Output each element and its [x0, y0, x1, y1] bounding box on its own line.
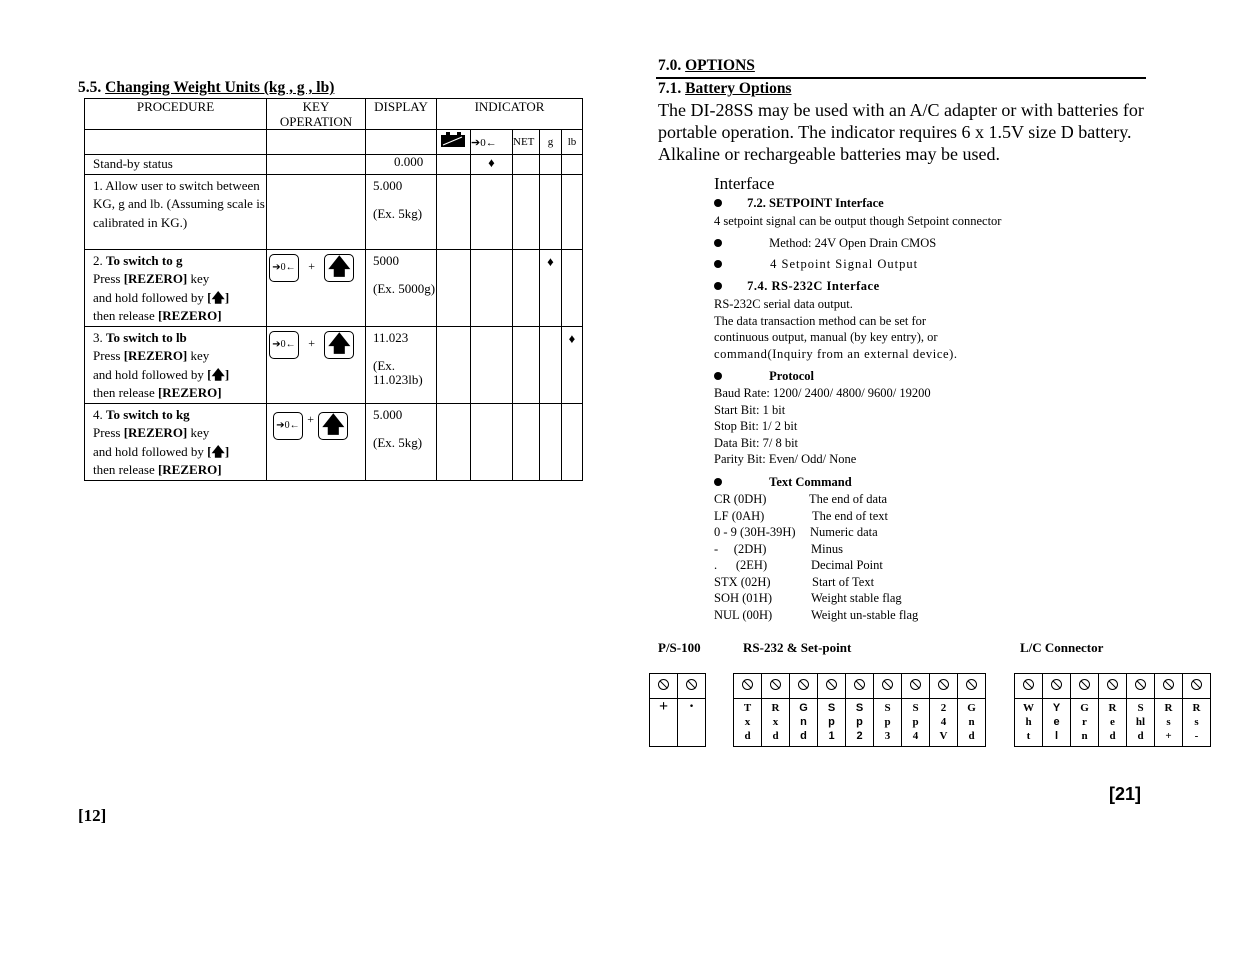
screw-terminal-icon — [902, 674, 930, 699]
screw-terminal-icon — [930, 674, 958, 699]
indicator-cell — [437, 326, 471, 403]
screw-terminal-icon — [846, 674, 874, 699]
header-blank — [366, 130, 437, 155]
protocol-heading: Protocol — [714, 369, 814, 384]
header-key-operation: KEY OPERATION — [267, 99, 366, 130]
rezero-key-icon: ➔0← — [269, 254, 299, 282]
ps-connector-label: P/S-100 — [658, 640, 701, 655]
pin-label: G n d — [958, 699, 986, 747]
indicator-cell — [562, 174, 583, 249]
setpoint-output: 4 Setpoint Signal Output — [714, 256, 918, 273]
indicator-net — [513, 130, 540, 155]
indicator-cell — [437, 403, 471, 480]
section-heading-5-5 — [78, 79, 334, 97]
list-item: STX (02H) Start of Text — [714, 574, 875, 589]
rs232-heading: 7.4. RS-232C Interface — [714, 279, 880, 294]
indicator-battery — [437, 130, 471, 155]
screw-terminal-icon — [1043, 674, 1071, 699]
header-blank — [267, 130, 366, 155]
indicator-g — [540, 130, 562, 155]
battery-icon — [440, 132, 468, 148]
indicator-cell — [471, 174, 513, 249]
pin-label: W h t — [1015, 699, 1043, 747]
list-item: NUL (00H) Weight un-stable flag — [714, 607, 919, 622]
indicator-cell — [562, 155, 583, 175]
net-label: NET — [513, 136, 535, 148]
list-item: . (2EH) Decimal Point — [714, 558, 883, 572]
pin-label: R x d — [762, 699, 790, 747]
screw-terminal-icon — [874, 674, 902, 699]
up-arrow-icon: 🡅 — [211, 366, 225, 382]
header-procedure: PROCEDURE — [85, 99, 267, 130]
screw-terminal-icon — [958, 674, 986, 699]
pin-label: S p 2 — [846, 699, 874, 747]
display-cell: 5000 (Ex. 5000g) — [366, 249, 437, 326]
section-number: 5.5. — [78, 79, 102, 96]
bullet-icon — [714, 282, 722, 290]
up-arrow-icon: 🡅 — [211, 443, 225, 459]
pin-label: G n d — [790, 699, 818, 747]
bullet-icon — [714, 260, 722, 268]
setpoint-heading: 7.2. SETPOINT Interface — [714, 196, 884, 211]
bullet-icon — [714, 372, 722, 380]
screw-terminal-icon — [1071, 674, 1099, 699]
rezero-key-icon: ➔0← — [273, 412, 303, 440]
screw-terminal-icon — [762, 674, 790, 699]
pin-label: R e d — [1099, 699, 1127, 747]
setpoint-method: Method: 24V Open Drain CMOS — [714, 235, 936, 252]
text-command-heading: Text Command — [714, 475, 852, 490]
indicator-lb — [562, 130, 583, 155]
table-row — [85, 249, 583, 326]
indicator-cell — [540, 403, 562, 480]
ps-pin-minus: · — [678, 699, 706, 747]
zero-indicator-icon: ➔0← — [471, 136, 497, 149]
text-command-list — [714, 491, 918, 623]
ps-connector — [649, 673, 706, 747]
g-mark: ♦ — [540, 249, 562, 326]
display-cell: 5.000 (Ex. 5kg) — [366, 174, 437, 249]
pin-label: 2 4 V — [930, 699, 958, 747]
page-number-right: [21] — [1109, 784, 1142, 804]
indicator-cell — [437, 174, 471, 249]
key-cell: ➔0← + 🡅 — [267, 403, 366, 480]
ps-pin-plus: + — [650, 699, 678, 747]
indicator-cell — [562, 249, 583, 326]
pin-label: R s - — [1183, 699, 1211, 747]
subsection-heading-7-1: 7.1. Battery Options — [658, 80, 792, 97]
display-cell: 5.000 (Ex. 5kg) — [366, 403, 437, 480]
indicator-cell — [513, 174, 540, 249]
list-item: - (2DH) Minus — [714, 541, 843, 556]
indicator-cell — [471, 249, 513, 326]
screw-terminal-icon — [1127, 674, 1155, 699]
interface-title: Interface — [714, 174, 775, 193]
table-row — [85, 155, 583, 175]
setpoint-text: 4 setpoint signal can be output though Setpoint connector — [714, 214, 1002, 228]
pin-label: R s + — [1155, 699, 1183, 747]
procedure-cell: 4. To switch to kg Press [REZERO] key and hold followed by [🡅] then release [REZERO] — [85, 403, 267, 480]
lc-connector-label: L/C Connector — [1020, 640, 1104, 655]
procedure-cell: Stand-by status — [85, 155, 267, 175]
up-key-icon: 🡅 — [318, 412, 348, 440]
list-item: 0 - 9 (30H-39H) Numeric data — [714, 525, 878, 539]
zero-mark: ♦ — [471, 155, 513, 175]
lb-mark: ♦ — [562, 326, 583, 403]
weight-units-table — [84, 98, 583, 481]
pin-label: T x d — [734, 699, 762, 747]
table-row — [85, 174, 583, 249]
screw-terminal-icon — [678, 674, 706, 699]
key-cell — [267, 155, 366, 175]
list-item: LF (0AH) The end of text — [714, 508, 889, 523]
pin-label: S hl d — [1127, 699, 1155, 747]
screw-terminal-icon — [1183, 674, 1211, 699]
pin-label: S p 1 — [818, 699, 846, 747]
pin-label: S p 4 — [902, 699, 930, 747]
indicator-cell — [437, 249, 471, 326]
screw-terminal-icon — [790, 674, 818, 699]
pin-label: S p 3 — [874, 699, 902, 747]
rs232-text: RS-232C serial data output. The data transaction method can be set for continuous output, manual (by key entry), or command(Inquiry from an external device). — [714, 297, 958, 361]
display-cell: 11.023 (Ex. 11.023lb) — [366, 326, 437, 403]
table-row — [85, 403, 583, 480]
procedure-cell: 1. Allow user to switch between KG, g and lb. (Assuming scale is calibrated in KG.) — [85, 174, 267, 249]
screw-terminal-icon — [1099, 674, 1127, 699]
rs232-setpoint-connector — [733, 673, 986, 747]
indicator-cell — [540, 155, 562, 175]
bullet-icon — [714, 199, 722, 207]
key-cell — [267, 174, 366, 249]
list-item: SOH (01H) Weight stable flag — [714, 591, 902, 605]
up-key-icon: 🡅 — [324, 331, 354, 359]
indicator-cell — [562, 403, 583, 480]
pin-label: G r n — [1071, 699, 1099, 747]
indicator-cell — [513, 155, 540, 175]
screw-terminal-icon — [818, 674, 846, 699]
procedure-cell: 3. To switch to lb Press [REZERO] key and hold followed by [🡅] then release [REZERO] — [85, 326, 267, 403]
lb-label: lb — [567, 136, 577, 148]
display-cell: 0.000 — [366, 155, 437, 175]
indicator-cell — [437, 155, 471, 175]
indicator-cell — [471, 326, 513, 403]
header-indicator: INDICATOR — [437, 99, 583, 130]
procedure-cell: 2. To switch to g Press [REZERO] key and hold followed by [🡅] then release [REZERO] — [85, 249, 267, 326]
indicator-cell — [513, 249, 540, 326]
bullet-icon — [714, 239, 722, 247]
key-cell: ➔0← + 🡅 — [267, 249, 366, 326]
indicator-cell — [513, 326, 540, 403]
heading-rule — [656, 77, 1146, 79]
rs-connector-label: RS-232 & Set-point — [743, 640, 852, 655]
list-item: CR (0DH) The end of data — [714, 492, 888, 506]
up-arrow-icon: 🡅 — [211, 289, 225, 305]
rezero-key-icon: ➔0← — [269, 331, 299, 359]
table-row — [85, 326, 583, 403]
indicator-cell — [540, 326, 562, 403]
screw-terminal-icon — [1015, 674, 1043, 699]
pin-label: Y e l — [1043, 699, 1071, 747]
section-heading-7-0: 7.0. OPTIONS — [658, 57, 755, 74]
screw-terminal-icon — [650, 674, 678, 699]
page-number-left: [12] — [78, 806, 107, 825]
indicator-cell — [513, 403, 540, 480]
lc-connector — [1014, 673, 1211, 747]
section-title: Changing Weight Units (kg , g , lb) — [105, 79, 335, 96]
key-cell: ➔0← + 🡅 — [267, 326, 366, 403]
header-blank — [85, 130, 267, 155]
screw-terminal-icon — [734, 674, 762, 699]
battery-paragraph: The DI-28SS may be used with an A/C adapter or with batteries for portable operation. The indicator requires 6 x 1.5V size D battery. Alkaline or rechargeable batteries may be used. — [658, 100, 1144, 164]
g-label: g — [547, 136, 554, 148]
screw-terminal-icon — [1155, 674, 1183, 699]
protocol-list: Baud Rate: 1200/ 2400/ 4800/ 9600/ 19200 Start Bit: 1 bit Stop Bit: 1/ 2 bit Data Bit: 7/ 8 bit Parity Bit: Even/ Odd/ None — [714, 386, 931, 466]
up-key-icon: 🡅 — [324, 254, 354, 282]
indicator-cell — [471, 403, 513, 480]
header-display: DISPLAY — [366, 99, 437, 130]
indicator-zero — [471, 130, 513, 155]
bullet-icon — [714, 478, 722, 486]
indicator-cell — [540, 174, 562, 249]
